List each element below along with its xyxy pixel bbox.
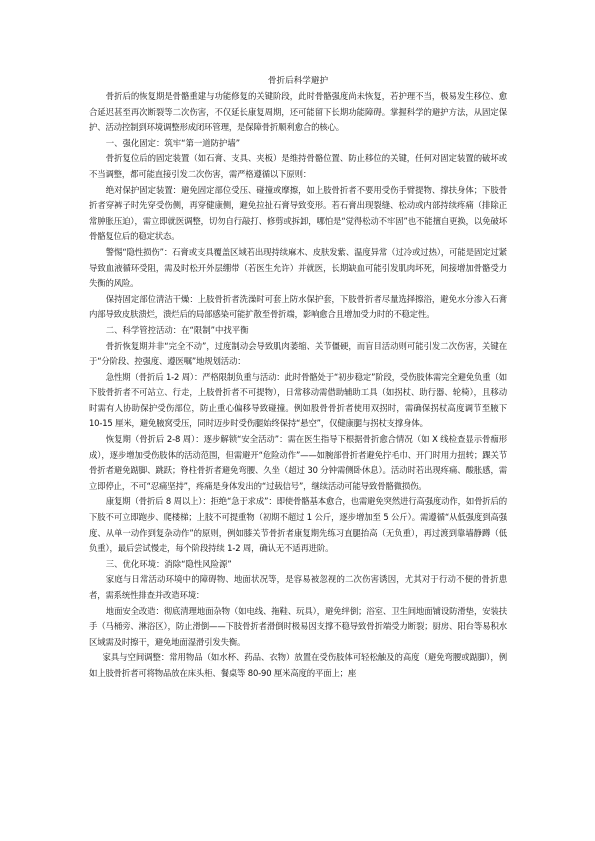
document-page [89,73,507,682]
section-2-paragraph-2: 急性期（骨折后 1-2 周）：严格限制负重与活动：此时骨骼处于“初步稳定”阶段，受伤肢体需完全避免负重（如下肢骨折者不可站立、行走，上肢骨折者不可提物），日常移动需借助辅助工具（如拐杖、助行器、轮椅），且移动时需有人协助保护受伤部位，防止重心偏移导致碰撞。例如股骨骨折者使用双拐时，需确保拐杖高度调节至腋下 10-15 厘米，避免腋窝受压，同时迈步时受伤腿始终保持“悬空”，仅健康腿与拐杖支撑身体。 [89,371,507,429]
section-2-paragraph-4: 康复期（骨折后 8 周以上）：拒绝“急于求成”：即使骨骼基本愈合，也需避免突然进行高强度动作，如骨折后的下肢不可立即跑步、爬楼梯；上肢不可提重物（初期不超过 1 公斤，逐步增加至 5 公斤）。需遵循“从低强度到高强度、从单一动作到复杂动作”的原则，例如膝关节骨折者康复期先练习直腿抬高（无负重），再过渡到靠墙静蹲（低负重），最后尝试慢走，每个阶段持续 1-2 周，确认无不适再进阶。 [89,496,507,554]
section-3-paragraph-1: 家庭与日常活动环境中的障碍物、地面状况等，是容易被忽视的二次伤害诱因，尤其对于行动不便的骨折患者，需系统性排查并改造环境： [89,574,507,600]
section-3-heading: 三、优化环境：消除“隐性风险源” [105,558,232,569]
section-1-heading: 一、强化固定：筑牢“第一道防护墙” [105,137,241,148]
section-1-paragraph-4: 保持固定部位清洁干燥：上肢骨折者洗澡时可套上防水保护套，下肢骨折者尽量选择擦浴，避免水分渗入石膏内部导致皮肤溃烂，溃烂后的局部感染可能扩散至骨折端，影响愈合且增加受力时的不稳定性。 [89,293,507,320]
section-2-paragraph-1: 骨折恢复期并非“完全不动”，过度制动会导致肌肉萎缩、关节僵硬，而盲目活动则可能引发二次伤害，关键在于“分阶段、控强度、遵医嘱”地规划活动： [89,340,507,367]
section-2-heading: 二、科学管控活动：在“限制”中找平衡 [105,324,249,335]
section-2-paragraph-3: 恢复期（骨折后 2-8 周）：逐步解锁“安全活动”：需在医生指导下根据骨折愈合情况（如 X 线检查显示骨痂形成），逐步增加受伤肢体的活动范围，但需避开“危险动作”——如腕部骨折者避免拧毛巾、开门时用力扭转；踝关节骨折者避免踮脚、跳跃；脊柱骨折者避免弯腰、久坐（超过 30 分钟需侧卧休息）。活动时若出现疼痛、酸胀感，需立即停止，不可“忍痛坚持”，疼痛是身体发出的“过载信号”，继续活动可能导致骨骼微损伤。 [89,434,507,491]
section-3-paragraph-2: 地面安全改造：彻底清理地面杂物（如电线、拖鞋、玩具），避免绊倒；浴室、卫生间地面铺设防滑垫，安装扶手（马桶旁、淋浴区），防止滑倒——下肢骨折者滑倒时极易因支撑不稳导致骨折端受力断裂；厨房、阳台等易积水区域需及时擦干，避免地面湿滑引发失衡。 [89,605,507,647]
intro-paragraph: 骨折后的恢复期是骨骼重建与功能修复的关键阶段，此时骨骼强度尚未恢复，若护理不当，极易发生移位、愈合延迟甚至再次断裂等二次伤害，不仅延长康复周期，还可能留下长期功能障碍。掌握科学的避护方法，从固定保护、活动控制到环境调整形成闭环管理，是保障骨折顺利愈合的核心。 [89,91,507,133]
section-1-paragraph-2: 绝对保护固定装置：避免固定部位受压、碰撞或摩擦，如上肢骨折者不要用受伤手臂提物、撑扶身体；下肢骨折者穿裤子时先穿受伤侧，再穿健康侧，避免拉扯石膏导致变形。若石膏出现裂缝、松动或内部持续疼痛（排除正常肿胀压迫），需立即就医调整，切勿自行敲打、修剪或拆卸，哪怕是“觉得松动不牢固”也不能擅自更换，以免破坏骨骼复位后的稳定状态。 [89,184,507,242]
section-1-paragraph-1: 骨折复位后的固定装置（如石膏、支具、夹板）是维持骨骼位置、防止移位的关键，任何对固定装置的破坏或不当调整，都可能直接引发二次伤害，需严格遵循以下原则： [89,153,507,179]
section-3-paragraph-3: 家具与空间调整：常用物品（如水杯、药品、衣物）放置在受伤肢体可轻松触及的高度（避免弯腰或踮脚），例如上肢骨折者可将物品放在床头柜、餐桌等 80-90 厘米高度的平面上；座 [89,652,507,678]
section-1-paragraph-3: 警惕“隐性损伤”：石膏或支具覆盖区域若出现持续麻木、皮肤发紫、温度异常（过冷或过热），可能是固定过紧导致血液循环受阻，需及时松开外层绷带（若医生允许）并就医，长期缺血可能引发肌肉坏死，间接增加骨骼受力失衡的风险。 [89,246,507,289]
document-title: 骨折后科学避护 [267,76,329,86]
